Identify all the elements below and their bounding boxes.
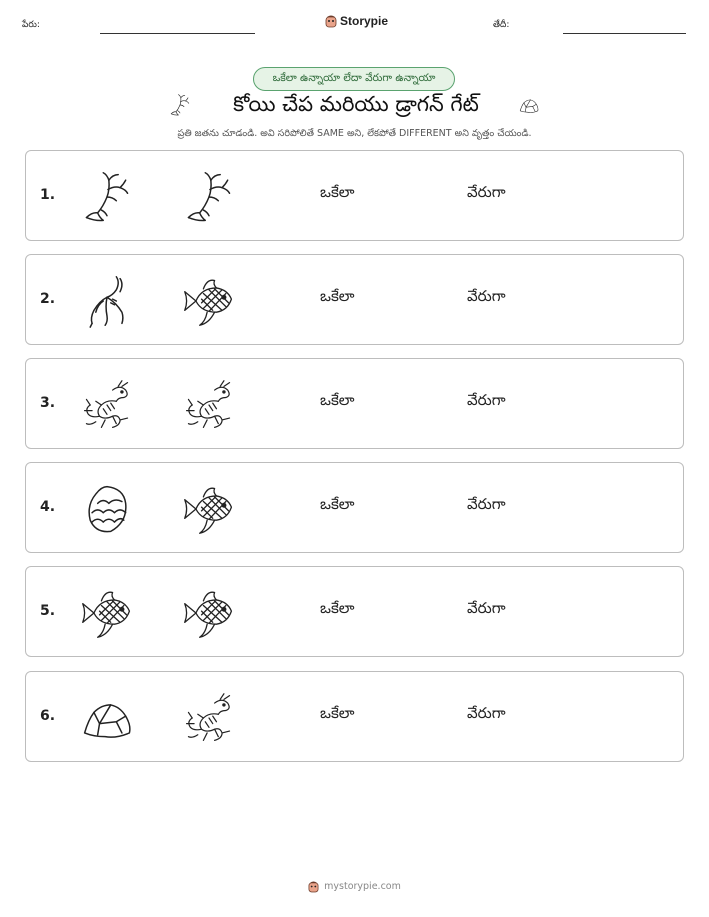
exercise-row bbox=[25, 566, 684, 657]
subtitle-badge: ఒకేలా ఉన్నాయా లేదా వేరుగా ఉన్నాయా bbox=[253, 67, 455, 91]
exercise-row bbox=[25, 671, 684, 762]
row-number: 6. bbox=[40, 708, 56, 724]
same-option[interactable]: ఒకేలా bbox=[320, 495, 355, 513]
scale-icon bbox=[79, 481, 135, 537]
same-option[interactable]: ఒకేలా bbox=[320, 287, 355, 305]
footer-mascot-icon bbox=[308, 880, 319, 893]
name-line[interactable] bbox=[100, 33, 255, 34]
storypie-mascot-icon bbox=[325, 14, 337, 28]
exercise-row bbox=[25, 150, 684, 241]
antler-icon bbox=[79, 169, 135, 225]
same-option[interactable]: ఒకేలా bbox=[320, 391, 355, 409]
row-number: 2. bbox=[40, 291, 56, 307]
fish-icon bbox=[79, 585, 135, 641]
date-label: తేదీ: bbox=[493, 20, 510, 30]
instructions: ప్రతి జతను చూడండి. అవి సరిపోలితే SAME అని, లేకపోతే DIFFERENT అని వృత్తం చేయండి. bbox=[177, 128, 532, 139]
name-label: పేరు: bbox=[22, 20, 40, 30]
exercise-row bbox=[25, 358, 684, 449]
same-option[interactable]: ఒకేలా bbox=[320, 599, 355, 617]
dragon-icon bbox=[79, 377, 135, 433]
brand-logo bbox=[325, 14, 388, 28]
different-option[interactable]: వేరుగా bbox=[467, 704, 506, 722]
rock-decoration-icon bbox=[514, 94, 544, 116]
row-number: 1. bbox=[40, 187, 56, 203]
dragon-icon bbox=[181, 377, 237, 433]
exercise-row bbox=[25, 254, 684, 345]
row-number: 3. bbox=[40, 395, 56, 411]
dragon-icon bbox=[181, 690, 237, 746]
footer-url: mystorypie.com bbox=[324, 881, 401, 892]
same-option[interactable]: ఒకేలా bbox=[320, 183, 355, 201]
fish-icon bbox=[181, 273, 237, 329]
different-option[interactable]: వేరుగా bbox=[467, 287, 506, 305]
different-option[interactable]: వేరుగా bbox=[467, 183, 506, 201]
footer bbox=[0, 880, 709, 893]
row-number: 4. bbox=[40, 499, 56, 515]
exercise-row bbox=[25, 462, 684, 553]
antler-decoration-icon bbox=[168, 92, 192, 118]
antler-icon bbox=[181, 169, 237, 225]
date-line[interactable] bbox=[563, 33, 686, 34]
claw-icon bbox=[79, 273, 135, 329]
worksheet-header bbox=[0, 0, 709, 50]
different-option[interactable]: వేరుగా bbox=[467, 495, 506, 513]
different-option[interactable]: వేరుగా bbox=[467, 599, 506, 617]
row-number: 5. bbox=[40, 603, 56, 619]
fish-icon bbox=[181, 481, 237, 537]
rock-icon bbox=[79, 690, 135, 746]
brand-name: Storypie bbox=[340, 14, 389, 28]
fish-icon bbox=[181, 585, 237, 641]
different-option[interactable]: వేరుగా bbox=[467, 391, 506, 409]
worksheet-title: కోయి చేప మరియు డ్రాగన్ గేట్ bbox=[233, 92, 479, 116]
same-option[interactable]: ఒకేలా bbox=[320, 704, 355, 722]
title-row bbox=[0, 92, 709, 120]
